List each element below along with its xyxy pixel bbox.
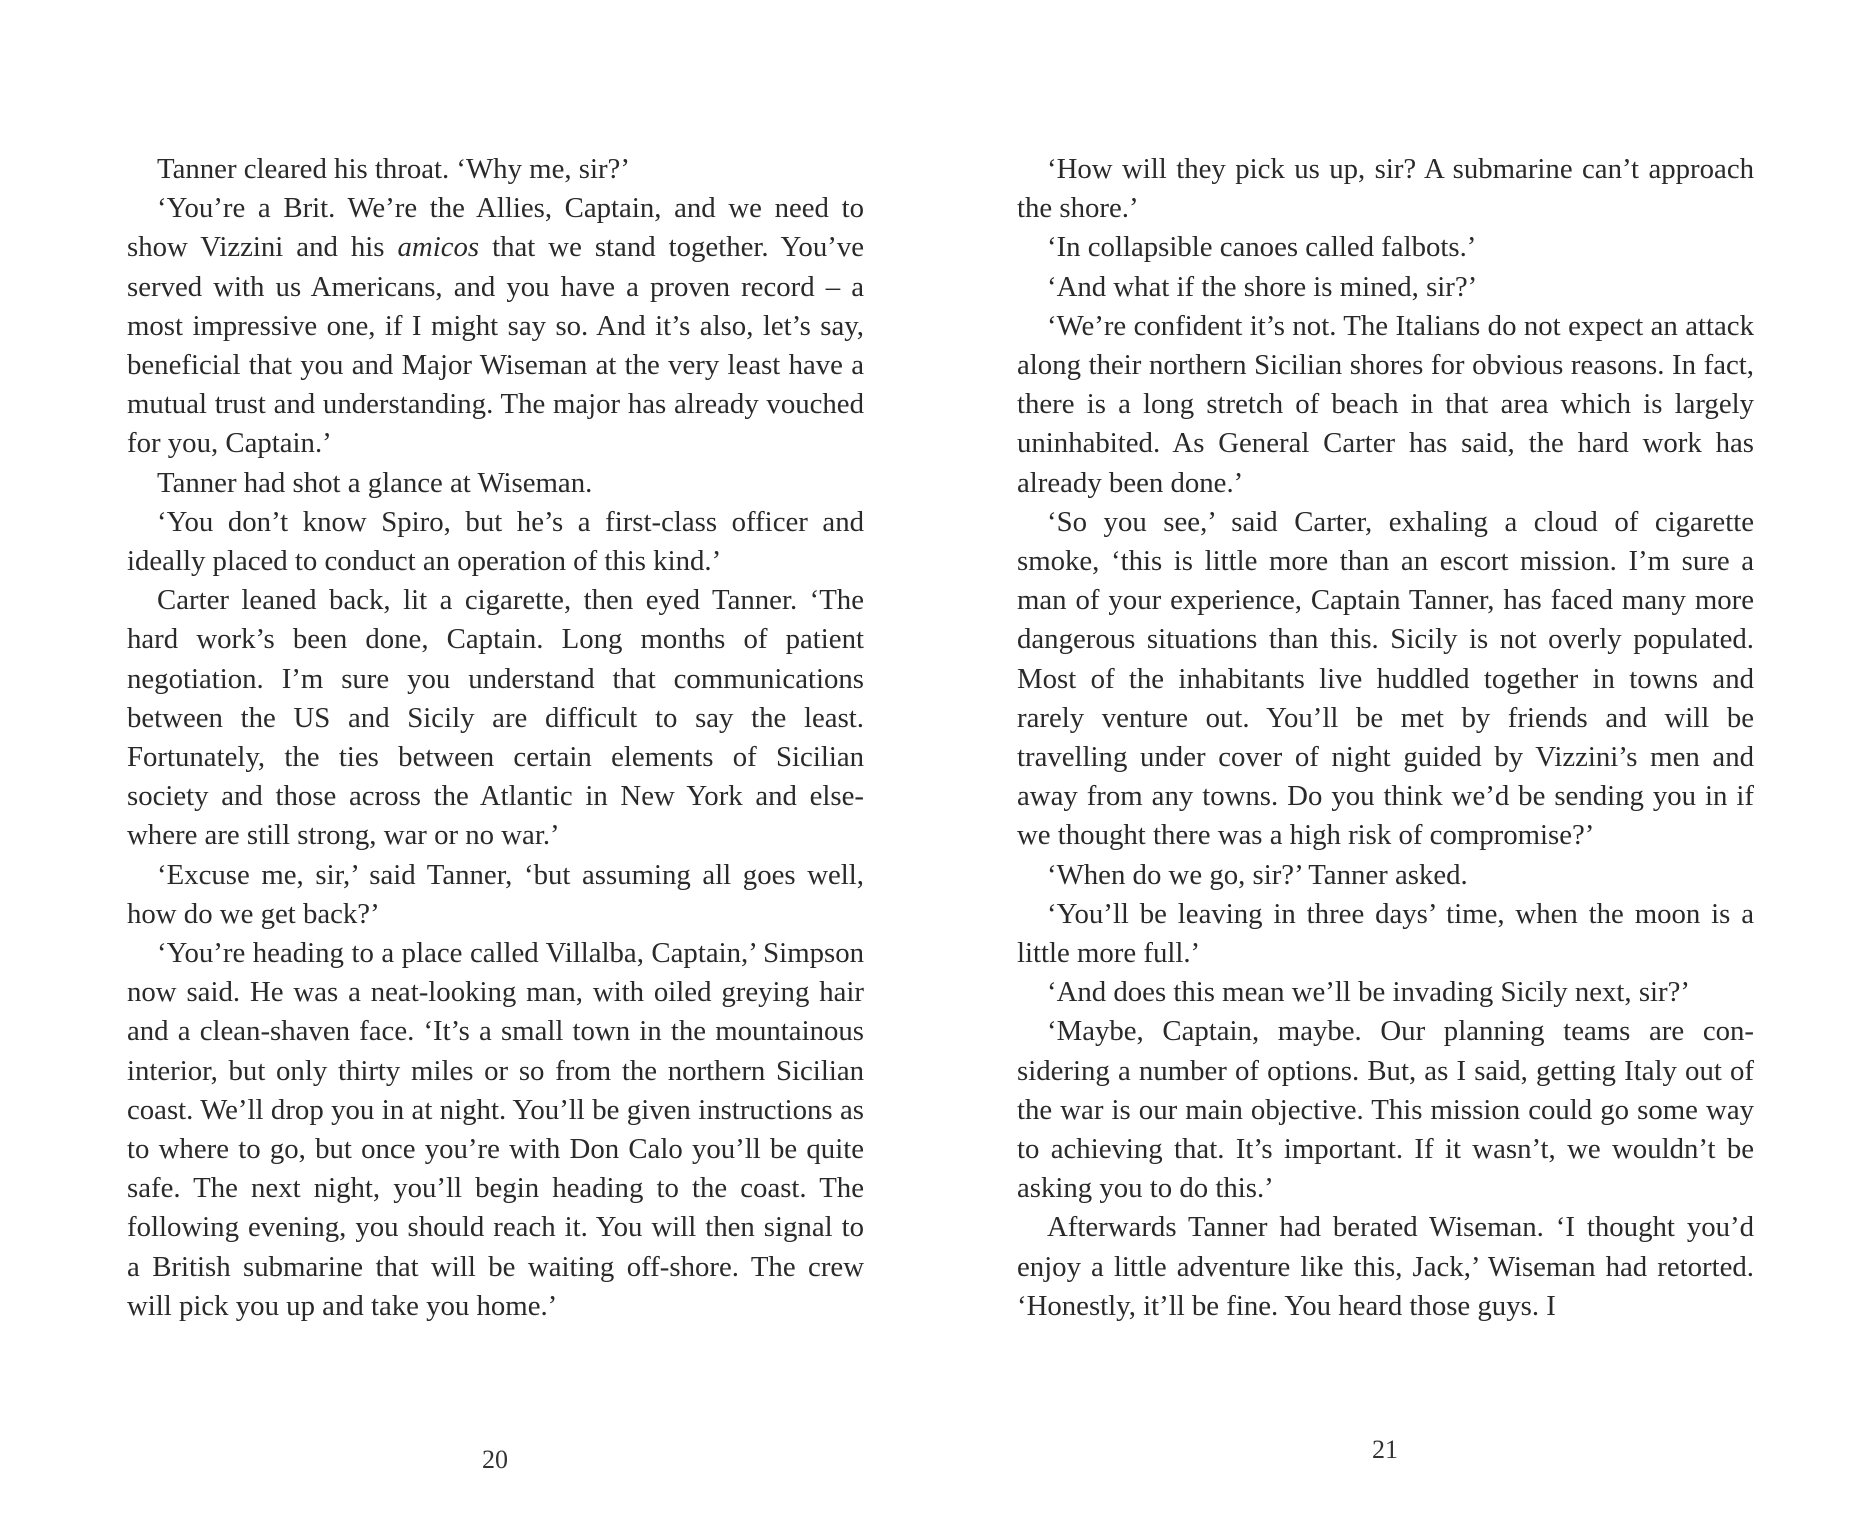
page-number-right: 21 <box>1372 1435 1398 1464</box>
paragraph: ‘When do we go, sir?’ Tanner asked. <box>1047 858 1468 891</box>
paragraph-text: that we stand together. You’ve served with us Americans, and you have a proven record – a most impressive one, if I might say so. And it’s also, let’s say, beneficial that you and Major Wiseman at the very least have a mutual trust and understanding. The major has already vouched for you, Captain.’ <box>127 231 864 460</box>
italic-word: amicos <box>397 231 480 264</box>
paragraph <box>127 189 864 463</box>
right-page-text <box>1017 150 1754 1326</box>
paragraph: ‘How will they pick us up, sir? A submarine can’t approach the shore.’ <box>1017 153 1754 225</box>
paragraph: ‘And does this mean we’ll be invading Sicily next, sir?’ <box>1047 976 1690 1009</box>
paragraph: ‘We’re confident it’s not. The Italians do not expect an attack along their northern Sicilian shores for obvious reasons. In fact, there is a long stretch of beach in that area which is largely uninhabited. As General Carter has said, the hard work has already been done.’ <box>1017 309 1754 499</box>
paragraph-text: ‘You’re a Brit. We’re the Allies, Captain, and we need to show Vizzini and his <box>127 192 864 264</box>
paragraph: ‘Excuse me, sir,’ said Tanner, ‘but assuming all goes well, how do we get back?’ <box>127 858 864 930</box>
paragraph: ‘So you see,’ said Carter, exhaling a cloud of cigarette smoke, ‘this is little more than an escort mission. I’m sure a man of your experience, Captain Tanner, has faced many more dangerous situations than this. Sicily is not overly populated. Most of the inhabitants live huddled together in towns and rarely venture out. You’ll be met by friends and will be travelling under cover of night guided by Vizzini’s men and away from any towns. Do you think we’d be sending you in if we thought there was a high risk of compromise?’ <box>1017 505 1754 852</box>
paragraph: ‘In collapsible canoes called falbots.’ <box>1047 231 1477 264</box>
paragraph: Afterwards Tanner had berated Wiseman. ‘I thought you’d enjoy a little adventure like this, Jack,’ Wiseman had retorted. ‘Honestly, it’ll be fine. You heard those guys. I <box>1017 1211 1754 1322</box>
paragraph: ‘You don’t know Spiro, but he’s a first-class officer and ideally placed to conduct an operation of this kind.’ <box>127 505 864 578</box>
paragraph: ‘You’ll be leaving in three days’ time, when the moon is a little more full.’ <box>1017 897 1754 970</box>
paragraph: ‘Maybe, Captain, maybe. Our planning teams are considering a number of options. But, as I said, getting Italy out of the war is our main objective. This mission could go some way to achieving that. It’s important. If it wasn’t, we wouldn’t be asking you to do this.’ <box>1017 1015 1754 1205</box>
paragraph: ‘And what if the shore is mined, sir?’ <box>1047 270 1478 303</box>
paragraph: Carter leaned back, lit a cigarette, then eyed Tanner. ‘The hard work’s been done, Captain. Long months of patient negotiation. I’m sure you understand that communications between the US and Sicily are difficult to say the least. Fortunately, the ties between certain elements of Sicilian society and those across the Atlantic in New York and elsewhere are still strong, war or no war.’ <box>127 584 864 852</box>
paragraph: Tanner cleared his throat. ‘Why me, sir?’ <box>157 153 630 185</box>
paragraph: ‘You’re heading to a place called Villalba, Captain,’ Simpson now said. He was a neat-looking man, with oiled greying hair and a clean-shaven face. ‘It’s a small town in the mountainous interior, but only thirty miles or so from the northern Sicilian coast. We’ll drop you in at night. You’ll be given instructions as to where to go, but once you’re with Don Calo you’ll be quite safe. The next night, you’ll begin heading to the coast. The following evening, you should reach it. You will then signal to a British submarine that will be waiting off-shore. The crew will pick you up and take you home.’ <box>127 937 864 1322</box>
page-number-left: 20 <box>482 1445 508 1474</box>
paragraph: Tanner had shot a glance at Wiseman. <box>157 466 593 499</box>
left-page-text <box>127 150 864 1326</box>
